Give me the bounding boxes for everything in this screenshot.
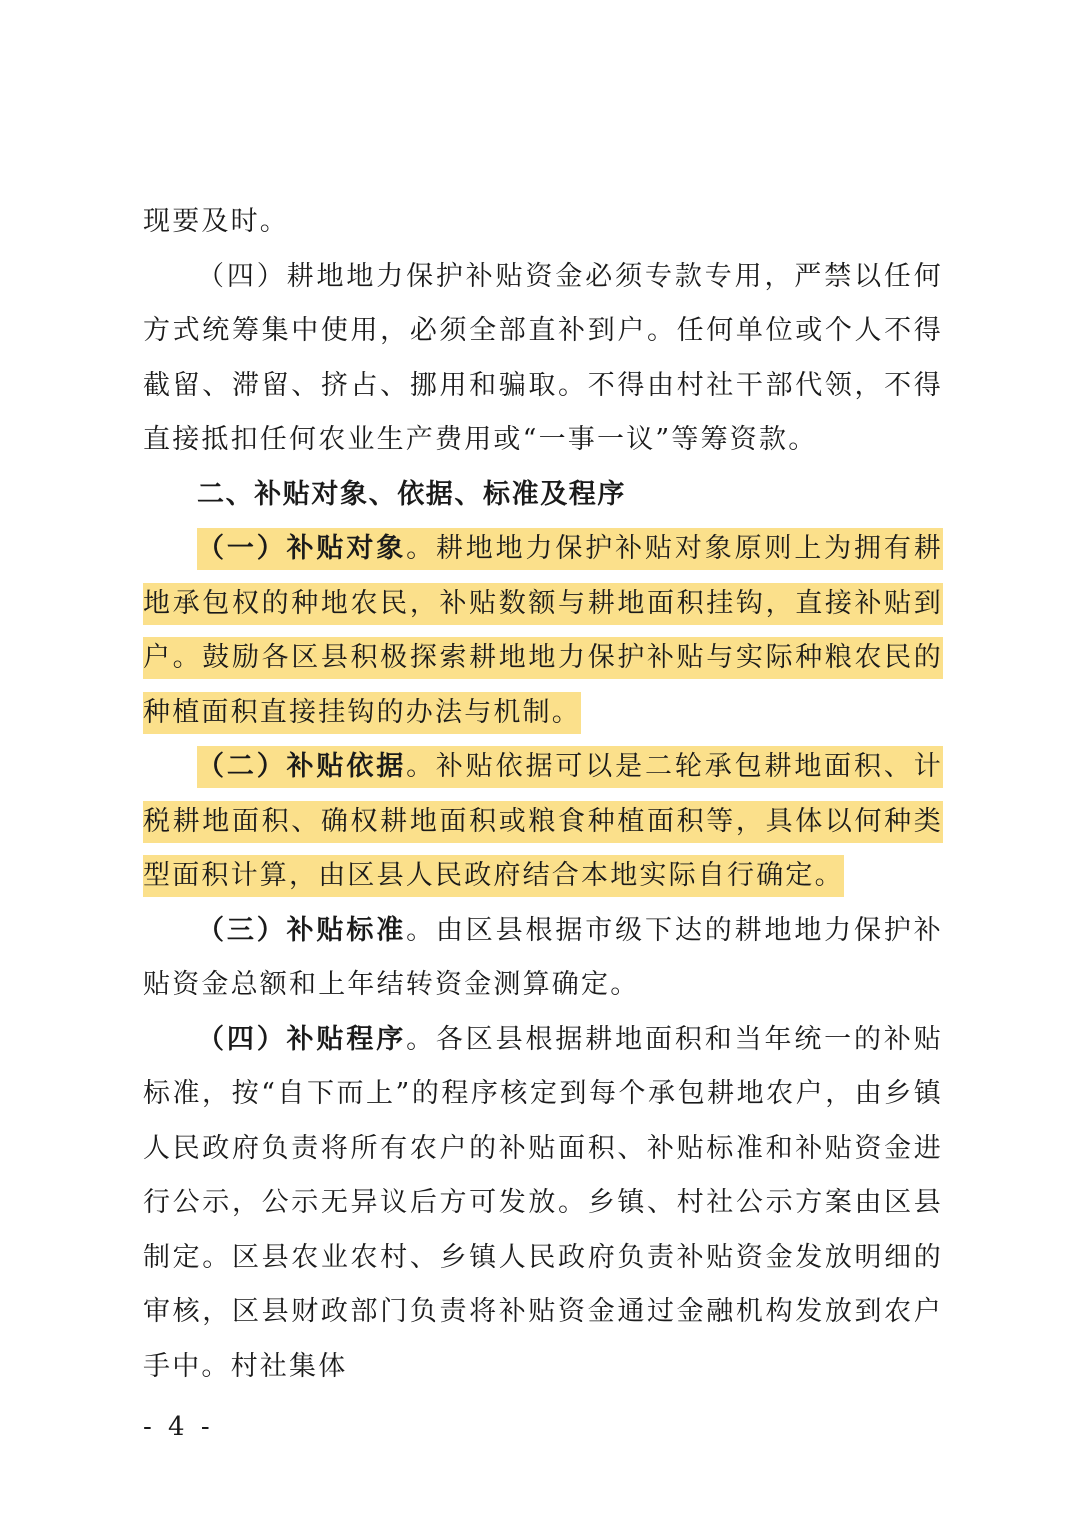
paragraph-text: 。耕地地力保护补贴对象原则上为拥有耕地承包权的种地农民，补贴数额与耕地面积挂钩，直接补贴到户。鼓励各区县积极探索耕地地力保护补贴与实际种粮农民的种植面积直接挂钩的办法与机制。 [143, 533, 943, 728]
section-heading-text: 二、补贴对象、依据、标准及程序 [197, 478, 626, 510]
paragraph-fund-usage [143, 250, 943, 468]
section-heading [143, 468, 943, 523]
paragraph-text: （四）耕地地力保护补贴资金必须专款专用，严禁以任何方式统筹集中使用，必须全部直补到户。任何单位或个人不得截留、滞留、挤占、挪用和骗取。不得由村社干部代领，不得直接抵扣任何农业生产费用或“一事一议”等筹资款。 [143, 260, 943, 455]
paragraph-subsidy-standard [143, 904, 943, 1013]
highlighted-text [143, 528, 943, 734]
paragraph-continuation [143, 195, 943, 250]
page-number: - 4 - [143, 1412, 214, 1442]
paragraph-subsidy-procedure [143, 1013, 943, 1395]
paragraph-text: 。各区县根据耕地面积和当年统一的补贴标准，按“自下而上”的程序核定到每个承包耕地农户，由乡镇人民政府负责将所有农户的补贴面积、补贴标准和补贴资金进行公示，公示无异议后方可发放。乡镇、村社公示方案由区县制定。区县农业农村、乡镇人民政府负责补贴资金发放明细的审核，区县财政部门负责将补贴资金通过金融机构发放到农户手中。村社集体 [143, 1023, 943, 1382]
paragraph-lead: （二）补贴依据 [197, 751, 407, 782]
highlighted-text [143, 746, 943, 897]
paragraph-text: 现要及时。 [143, 206, 289, 237]
paragraph-lead: （三）补贴标准 [197, 914, 407, 946]
paragraph-text: 。补贴依据可以是二轮承包耕地面积、计税耕地面积、确权耕地面积或粮食种植面积等，具体以何种类型面积计算，由区县人民政府结合本地实际自行确定。 [143, 751, 943, 891]
paragraph-subsidy-basis [143, 740, 943, 904]
paragraph-text: 。由区县根据市级下达的耕地地力保护补贴资金总额和上年结转资金测算确定。 [143, 914, 943, 1000]
document-body [143, 195, 943, 1394]
paragraph-lead: （一）补贴对象 [197, 533, 407, 564]
paragraph-subsidy-target [143, 522, 943, 740]
paragraph-lead: （四）补贴程序 [197, 1023, 407, 1055]
